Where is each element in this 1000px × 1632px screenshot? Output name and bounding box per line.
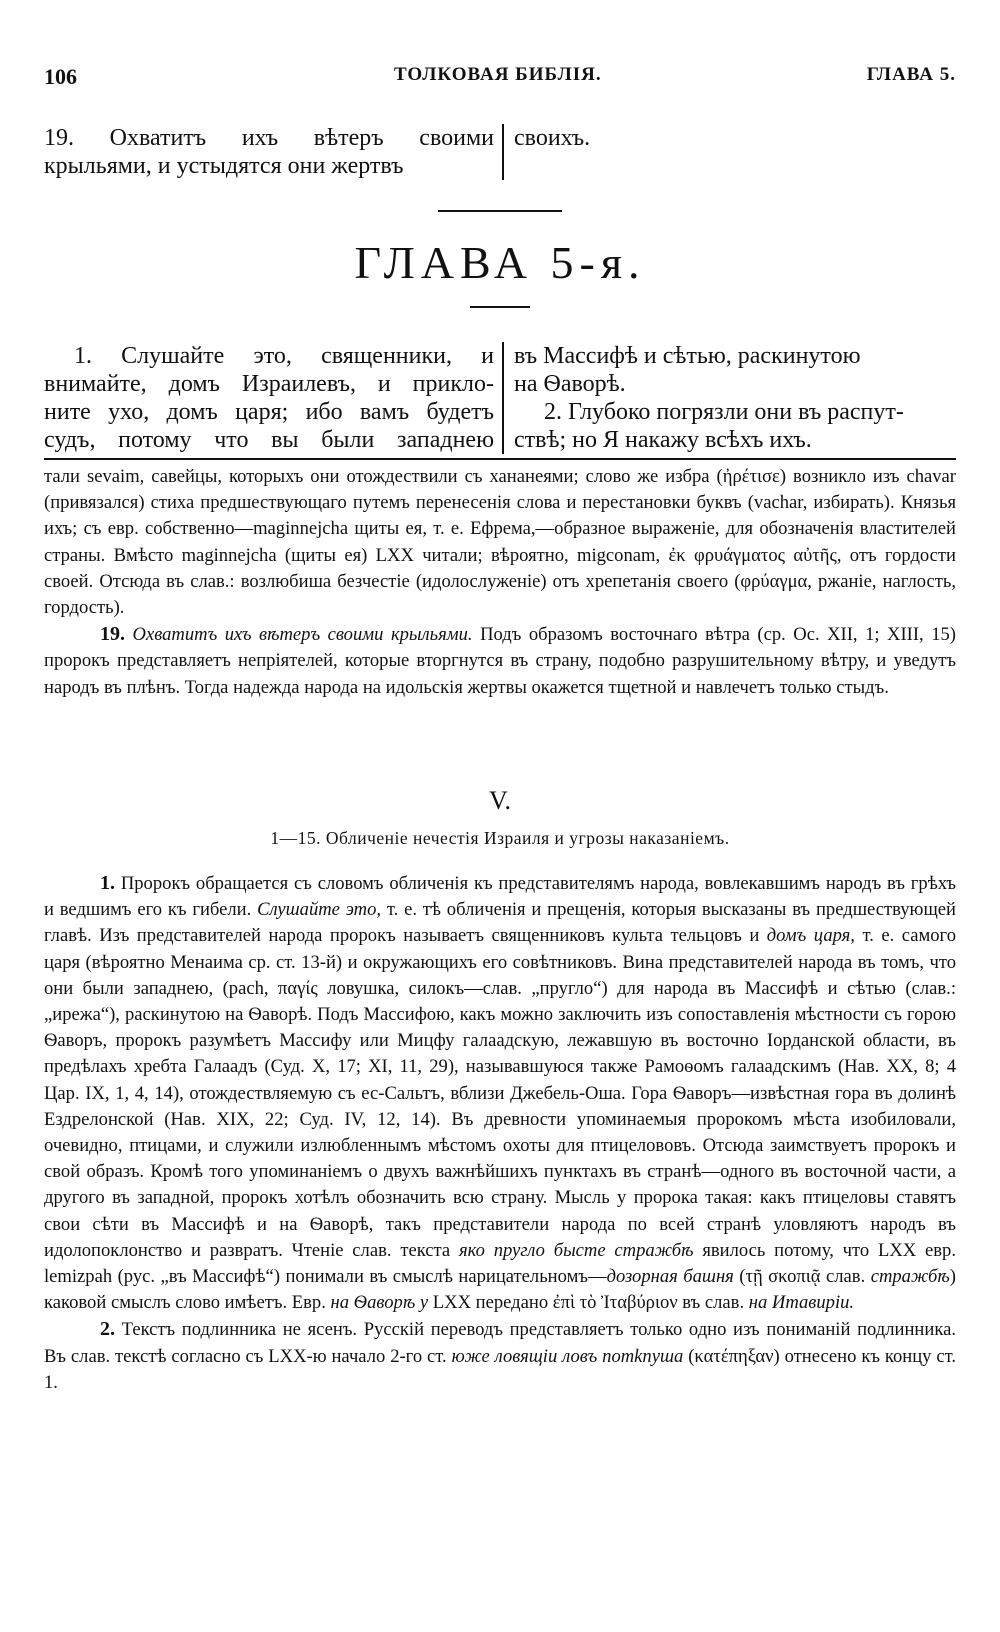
verse-number: 19. — [100, 623, 125, 646]
section-title: 1—15. Обличеніе нечестія Израиля и угрозы наказаніемъ. — [270, 828, 730, 848]
quoted-phrase: яко пругло бысте стражбѣ — [458, 1239, 694, 1261]
commentary-paragraph — [44, 621, 956, 701]
divider-rule — [470, 306, 530, 308]
chapter-heading: ГЛАВА 5-я. — [354, 237, 646, 288]
verse-line: своихъ. — [514, 125, 591, 151]
commentary-text: (τῇ σκοπιᾷ слав. — [739, 1266, 866, 1288]
quoted-phrase: домъ царя, — [766, 925, 855, 947]
chapter-label: ГЛАВА 5. — [866, 64, 956, 85]
verse-19-right-column — [504, 124, 956, 180]
commentary-text: явилось потому, что LXX евр. lemizpah (рус. „въ Массифѣ“) понимали въ смыслѣ нарицательномъ— — [44, 1239, 956, 1288]
verses-right-column — [504, 342, 956, 454]
commentary-text: т. е. самого царя (вѣроятно Менаима ср. ст. 13-й) и окружающихъ его совѣтниковъ. Вина представителей народа въ томъ, что они были западнею, (pach, παγίς ловушка, силокъ—слав. „пругло“) для народа въ Массифѣ и сѣтью (слав.: „ирежа“), раскинутою на Ѳаворѣ. Подъ Массифою, какъ можно заключить изъ сопоставленія мѣстности съ горою Ѳаворъ, пророкъ разумѣетъ Массифу или Мицфу галаадскую, лежавшую въ восточно Іорданской области, въ предѣлахъ хребта Галаадъ (Суд. X, 17; XI, 11, 29), называвшуюся также Рамоѳомъ галаадскимъ (Нав. XX, 8; 4 Цар. IX, 1, 4, 14), отождествляемую съ ес-Сальтъ, вблизи Джебель-Оша. Гора Ѳаворъ—извѣстная гора въ долинѣ Ездрелонской (Нав. XIX, 22; Суд. IV, 12, 14). Въ древности упоминаемыя пророкомъ мѣста изобиловали, очевидно, птицами, и служили излюбленнымъ мѣстомъ охоты для птицелововъ. Отсюда заимствуетъ пророкъ и свой образъ. Кромѣ того упоминаніемъ о двухъ важнѣйшихъ пунктахъ въ странѣ—одного въ восточной части, а другого въ западной, пророкъ хотѣлъ обозначить всю страну. Мысль у пророка такая: какъ птицеловы ставятъ свои сѣти въ Массифѣ и на Ѳаворѣ, такъ представители народа по всей странѣ уловляютъ народъ въ идолопоклонство и развратъ. Чтеніе слав. текста — [44, 925, 956, 1261]
verse-line: крыльями, и устыдятся они жертвъ — [44, 153, 404, 179]
quoted-phrase: на Ѳаворѣ у — [330, 1292, 429, 1314]
commentary-text: Текстъ подлинника не ясенъ. Русскій переводъ представляетъ только одно изъ пониманій подлинника. Въ слав. текстѣ согласно съ LXX-ю начало 2-го ст. — [44, 1319, 956, 1367]
commentary-paragraph — [44, 870, 956, 1316]
section-mark: V. — [489, 786, 511, 815]
verse-line: внимайте, домъ Израилевъ, и прикло- — [44, 371, 494, 397]
verse-line: 1. Слушайте это, священники, и — [74, 343, 494, 369]
verse-line: въ Массифѣ и сѣтью, раскинутою — [514, 343, 861, 369]
commentary-text: Пророкъ обращается съ словомъ обличенія къ представителямъ народа, вовлекавшимъ народъ въ грѣхъ и ведшимъ его къ гибели. — [44, 873, 956, 921]
quoted-phrase: стражбѣ — [870, 1266, 950, 1288]
running-title: ТОЛКОВАЯ БИБЛІЯ. — [394, 64, 602, 85]
verse-number: 2. — [100, 1318, 115, 1341]
quoted-phrase: Слушайте это, — [257, 899, 382, 921]
commentary-paragraph: тали sevaim, савейцы, которыхъ они отождествили съ хананеями; слово же избра (ἠρέτισε) возникло изъ chavar (привязался) стиха предшествующаго путемъ перенесенія слова и перестановки буквъ (vachar, избирать). Князья ихъ; съ евр. собственно—maginnejcha щиты ея, т. е. Ефрема,—образное выраженіе, для обозначенія властителей страны. Вмѣсто maginnejcha (щиты ея) LXX читали; вѣроятно, migconam, ἐκ φρυάγματος αὐτῆς, отъ гордости своей. Отсюда въ слав.: возлюбиша безчестіе (идолослуженіе) отъ хрепетанія своего (φρύαγμα, ржаніе, наглость, гордость). — [44, 466, 956, 619]
verse-line: ствѣ; но Я накажу всѣхъ ихъ. — [514, 427, 812, 453]
page-number: 106 — [44, 64, 77, 89]
commentary-main — [44, 870, 956, 1396]
commentary-paragraph — [44, 1316, 956, 1396]
verse-line: 2. Глубоко погрязли они въ распут- — [544, 399, 904, 425]
verse-19-block — [44, 124, 956, 180]
running-header — [44, 64, 956, 94]
divider-rule — [44, 458, 956, 460]
verse-number: 1. — [100, 872, 115, 894]
verse-line: на Ѳаворѣ. — [514, 371, 626, 397]
verses-left-column — [44, 342, 504, 454]
commentary-text: Подъ образомъ восточнаго вѣтра (ср. Ос. XII, 1; XIII, 15) пророкъ представляетъ непріятелей, которые вторгнутся въ страну, подобно разрушительному вѣтру, и уведутъ народъ въ плѣнъ. Тогда надежда народа на идольскія жертвы окажется тщетной и навлечетъ только стыдъ. — [44, 624, 957, 698]
quoted-phrase: дозорная башня — [606, 1266, 734, 1288]
commentary-text: LXX передано ἐπὶ τὸ Ἰταβύριον въ слав. — [432, 1292, 745, 1314]
verse-19-left-column — [44, 124, 504, 180]
quoted-phrase: на Итавиріи. — [748, 1292, 855, 1314]
quoted-verse: Охватитъ ихъ вѣтеръ своими крыльями. — [132, 624, 473, 646]
commentary-top — [44, 464, 956, 701]
commentary-text: (κατέπηξαν) отнесено къ концу ст. 1. — [44, 1345, 956, 1393]
verse-line: судъ, потому что вы были западнею — [44, 427, 494, 453]
verses-1-2-block — [44, 342, 956, 454]
commentary-text: ) каковой смыслъ слово имѣетъ. Евр. — [44, 1266, 956, 1314]
divider-rule — [438, 210, 562, 212]
verse-line: ните ухо, домъ царя; ибо вамъ будетъ — [44, 399, 494, 425]
verse-line: 19. Охватитъ ихъ вѣтеръ своими — [44, 125, 494, 151]
quoted-phrase: юже ловящіи ловъ потknуша — [451, 1345, 684, 1367]
commentary-text: т. е. тѣ обличенія и прещенія, которыя высказаны въ предшествующей главѣ. Изъ представителей народа пророкъ называетъ священниковъ культа тельцовъ и — [44, 899, 956, 947]
